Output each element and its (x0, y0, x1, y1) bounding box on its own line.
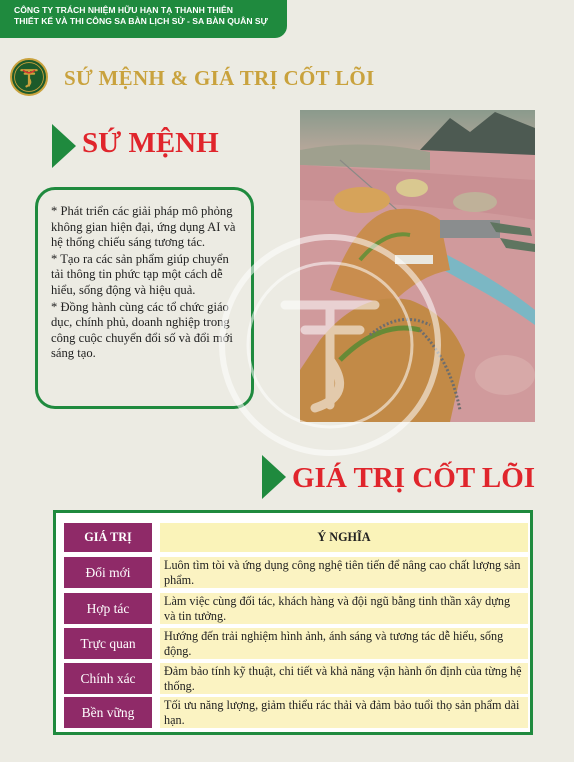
page-title: SỨ MỆNH & GIÁ TRỊ CỐT LÕI (64, 66, 375, 90)
values-header-meaning: Ý NGHĨA (160, 523, 528, 552)
value-name: Hợp tác (64, 593, 152, 624)
value-name: Chính xác (64, 663, 152, 694)
values-row (64, 663, 528, 694)
value-meaning: Tối ưu năng lượng, giảm thiểu rác thải và đảm bảo tuổi thọ sản phẩm dài hạn. (160, 697, 528, 728)
mission-box (35, 187, 254, 409)
value-name: Đổi mới (64, 557, 152, 588)
mission-item: * Đồng hành cùng các tổ chức giáo dục, chính phủ, doanh nghiệp trong công cuộc chuyển đổi số và đổi mới sáng tạo. (51, 299, 233, 361)
company-tagline: THIẾT KẾ VÀ THI CÔNG SA BÀN LỊCH SỬ - SA BÀN QUÂN SỰ (14, 16, 268, 26)
value-name: Bền vững (64, 697, 152, 728)
values-table (53, 510, 533, 735)
values-arrow-icon (262, 455, 286, 499)
diorama-photo (300, 110, 535, 422)
mission-item: * Tạo ra các sản phẩm giúp chuyển tải thông tin phức tạp một cách dễ hiểu, sống động và hiệu quả. (51, 251, 229, 297)
values-header-key: GIÁ TRỊ (64, 523, 152, 552)
values-row (64, 557, 528, 588)
value-meaning: Luôn tìm tòi và ứng dụng công nghệ tiên tiến để nâng cao chất lượng sản phẩm. (160, 557, 528, 588)
value-name: Trực quan (64, 628, 152, 659)
value-meaning: Hướng đến trải nghiệm hình ảnh, ánh sáng và tương tác dễ hiểu, sống động. (160, 628, 528, 659)
company-logo (10, 58, 48, 96)
values-table-header (64, 523, 528, 552)
values-row (64, 593, 528, 624)
value-meaning: Làm việc cùng đối tác, khách hàng và đội ngũ bằng tinh thần xây dựng và tin tưởng. (160, 593, 528, 624)
values-title: GIÁ TRỊ CỐT LÕI (292, 462, 536, 494)
company-name: CÔNG TY TRÁCH NHIỆM HỮU HẠN TẠ THANH THIÊN (14, 5, 233, 15)
value-meaning: Đảm bảo tính kỹ thuật, chi tiết và khả năng vận hành ổn định của từng hệ thống. (160, 663, 528, 694)
mission-item: * Phát triển các giải pháp mô phỏng không gian hiện đại, ứng dụng AI và hệ thống chiếu sáng tương tác. (51, 204, 236, 250)
mission-arrow-icon (52, 124, 76, 168)
values-row (64, 697, 528, 728)
mission-title: SỨ MỆNH (82, 127, 219, 159)
values-row (64, 628, 528, 659)
company-header-banner (0, 0, 287, 38)
